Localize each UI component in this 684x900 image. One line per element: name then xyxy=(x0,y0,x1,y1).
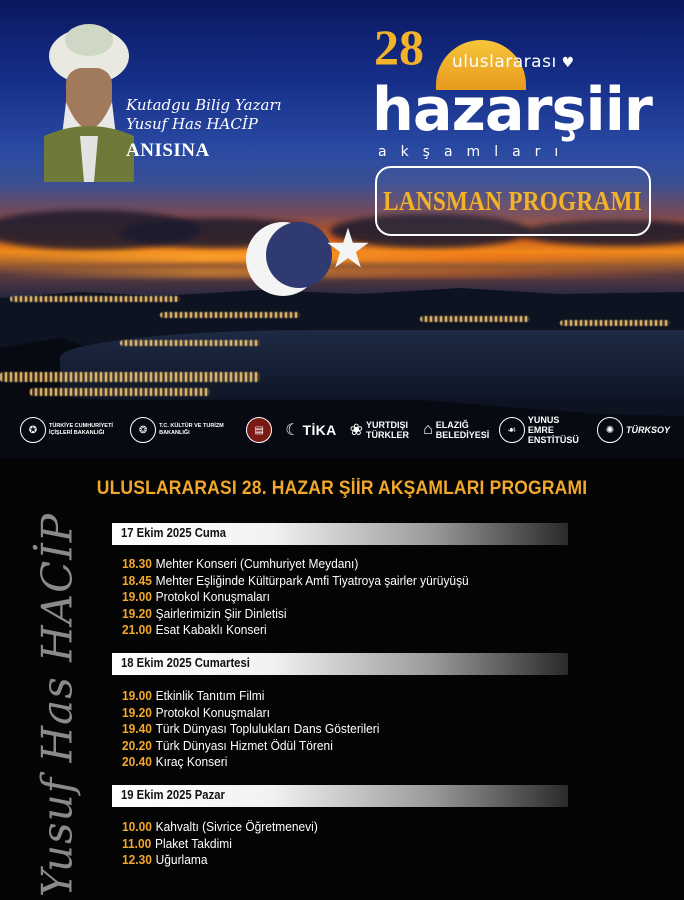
sponsor-turksoy xyxy=(597,417,670,443)
city-lights xyxy=(0,372,260,382)
event-list xyxy=(122,688,402,771)
event-item xyxy=(122,705,379,722)
event-item xyxy=(122,573,469,590)
sponsor-tika xyxy=(285,420,336,440)
tulip-logo-icon: ❀ xyxy=(349,422,363,439)
sponsor-label: TÜRKSOY xyxy=(625,425,670,435)
city-lights xyxy=(160,312,300,318)
yunus-emre-logo-icon: ☙ xyxy=(499,417,525,443)
event-time: 10.00 xyxy=(122,819,152,834)
heart-icon: ♥ xyxy=(556,55,575,71)
sponsor-yurtdisi xyxy=(350,420,410,440)
sponsor-yunus-emre xyxy=(499,415,584,445)
city-lights xyxy=(120,340,260,346)
event-time: 19.00 xyxy=(122,589,152,604)
event-item xyxy=(122,738,379,755)
program-title: ULUSLARARASI 28. HAZAR ŞİİR AKŞAMLARI PROGRAMI xyxy=(96,478,588,499)
event-time: 18.45 xyxy=(122,572,152,588)
event-item xyxy=(122,852,318,869)
event-time: 19.40 xyxy=(122,721,152,736)
event-text: Esat Kabaklı Konseri xyxy=(155,622,267,637)
event-time: 12.30 xyxy=(122,852,152,867)
city-lights xyxy=(560,320,670,326)
dedication-line2: Yusuf Has HACİP xyxy=(126,115,258,133)
event-text: Protokol Konuşmaları xyxy=(155,589,270,604)
city-lights xyxy=(30,388,210,396)
logo-number: 28 xyxy=(374,19,424,75)
mosque-logo-icon: ⌂ xyxy=(423,421,433,438)
dedication-anisina: ANISINA xyxy=(126,140,210,161)
event-time: 19.20 xyxy=(122,704,152,720)
sponsor-label: TÜRKİYE CUMHURİYETİ İÇİŞLERİ BAKANLIĞI xyxy=(49,423,113,436)
city-lights xyxy=(10,296,180,302)
turksoy-logo-icon: ✺ xyxy=(597,417,623,443)
sponsor-label: YUNUS EMRE ENSTİTÜSÜ xyxy=(527,415,579,445)
building-logo-icon: ▤ xyxy=(246,417,272,443)
sponsor-elazig xyxy=(423,420,490,440)
crescent-mask xyxy=(266,222,332,288)
culture-seal-icon: ❂ xyxy=(130,417,156,443)
portrait-yusuf-has-hacip xyxy=(44,16,134,182)
event-text: Türk Dünyası Toplulukları Dans Gösterileri xyxy=(155,721,380,736)
event-text: Mehter Eşliğinde Kültürpark Amfi Tiyatroya şairler yürüyüşü xyxy=(155,572,469,588)
dedication-block xyxy=(126,96,326,162)
logo-aksamlari: akşamları xyxy=(378,144,573,160)
event-item xyxy=(122,622,469,639)
sponsor-icisleri xyxy=(20,417,117,443)
sponsor-building xyxy=(246,417,272,443)
event-text: Türk Dünyası Hizmet Ödül Töreni xyxy=(155,737,333,753)
event-item xyxy=(122,819,318,836)
event-item xyxy=(122,556,469,573)
event-item xyxy=(122,754,379,771)
day-date: 18 Ekim 2025 Cumartesi xyxy=(121,656,250,670)
event-text: Plaket Takdimi xyxy=(154,835,232,851)
event-time: 18.30 xyxy=(122,556,152,571)
day-header xyxy=(112,523,568,545)
day-date: 19 Ekim 2025 Pazar xyxy=(121,788,225,802)
sponsor-label: T.C. KÜLTÜR VE TURİZM BAKANLIĞI xyxy=(159,423,224,436)
side-signature xyxy=(22,512,92,898)
event-item xyxy=(122,589,469,606)
event-list xyxy=(122,819,335,869)
event-text: Uğurlama xyxy=(155,852,208,867)
lansman-text: LANSMAN PROGRAMI xyxy=(383,185,643,216)
event-text: Protokol Konuşmaları xyxy=(155,704,270,720)
event-text: Şairlerimizin Şiir Dinletisi xyxy=(155,605,287,621)
day-header xyxy=(112,785,568,807)
side-signature-text: Yusuf Has HACİP xyxy=(32,512,82,898)
logo-uluslararasi-text: uluslararası xyxy=(452,52,557,72)
event-item xyxy=(122,721,379,738)
event-text: Etkinlik Tanıtım Filmi xyxy=(155,688,265,703)
dedication-line1: Kutadgu Bilig Yazarı xyxy=(126,96,282,114)
event-item xyxy=(122,606,469,623)
event-item xyxy=(122,836,318,853)
event-text: Mehter Konseri (Cumhuriyet Meydanı) xyxy=(155,556,359,571)
event-time: 21.00 xyxy=(122,622,152,637)
ministry-seal-icon: ✪ xyxy=(20,417,46,443)
sponsor-label: ELAZIĞ BELEDİYESİ xyxy=(435,420,490,440)
lansman-badge xyxy=(375,166,651,236)
sponsor-label: YURTDIŞI TÜRKLER xyxy=(366,420,409,440)
event-time: 20.40 xyxy=(122,754,152,769)
event-time: 19.00 xyxy=(122,688,152,703)
sponsor-kultur xyxy=(130,417,233,443)
logo-name: hazarşiir xyxy=(372,75,652,145)
event-text: Kahvaltı (Sivrice Öğretmenevi) xyxy=(155,819,318,834)
day-header xyxy=(112,653,568,675)
logo-uluslararasi xyxy=(452,52,575,72)
sponsor-label: TİKA xyxy=(302,422,337,438)
event-time: 20.20 xyxy=(122,737,152,753)
event-text: Kıraç Konseri xyxy=(155,754,228,769)
event-list xyxy=(122,556,499,639)
city-lights xyxy=(420,316,530,322)
sponsor-strip xyxy=(20,410,670,450)
event-time: 11.00 xyxy=(122,835,152,851)
crescent-logo-icon: ☾ xyxy=(285,422,300,439)
event-item xyxy=(122,688,379,705)
day-date: 17 Ekim 2025 Cuma xyxy=(121,526,227,540)
event-time: 19.20 xyxy=(122,605,152,621)
star-icon xyxy=(326,226,370,270)
